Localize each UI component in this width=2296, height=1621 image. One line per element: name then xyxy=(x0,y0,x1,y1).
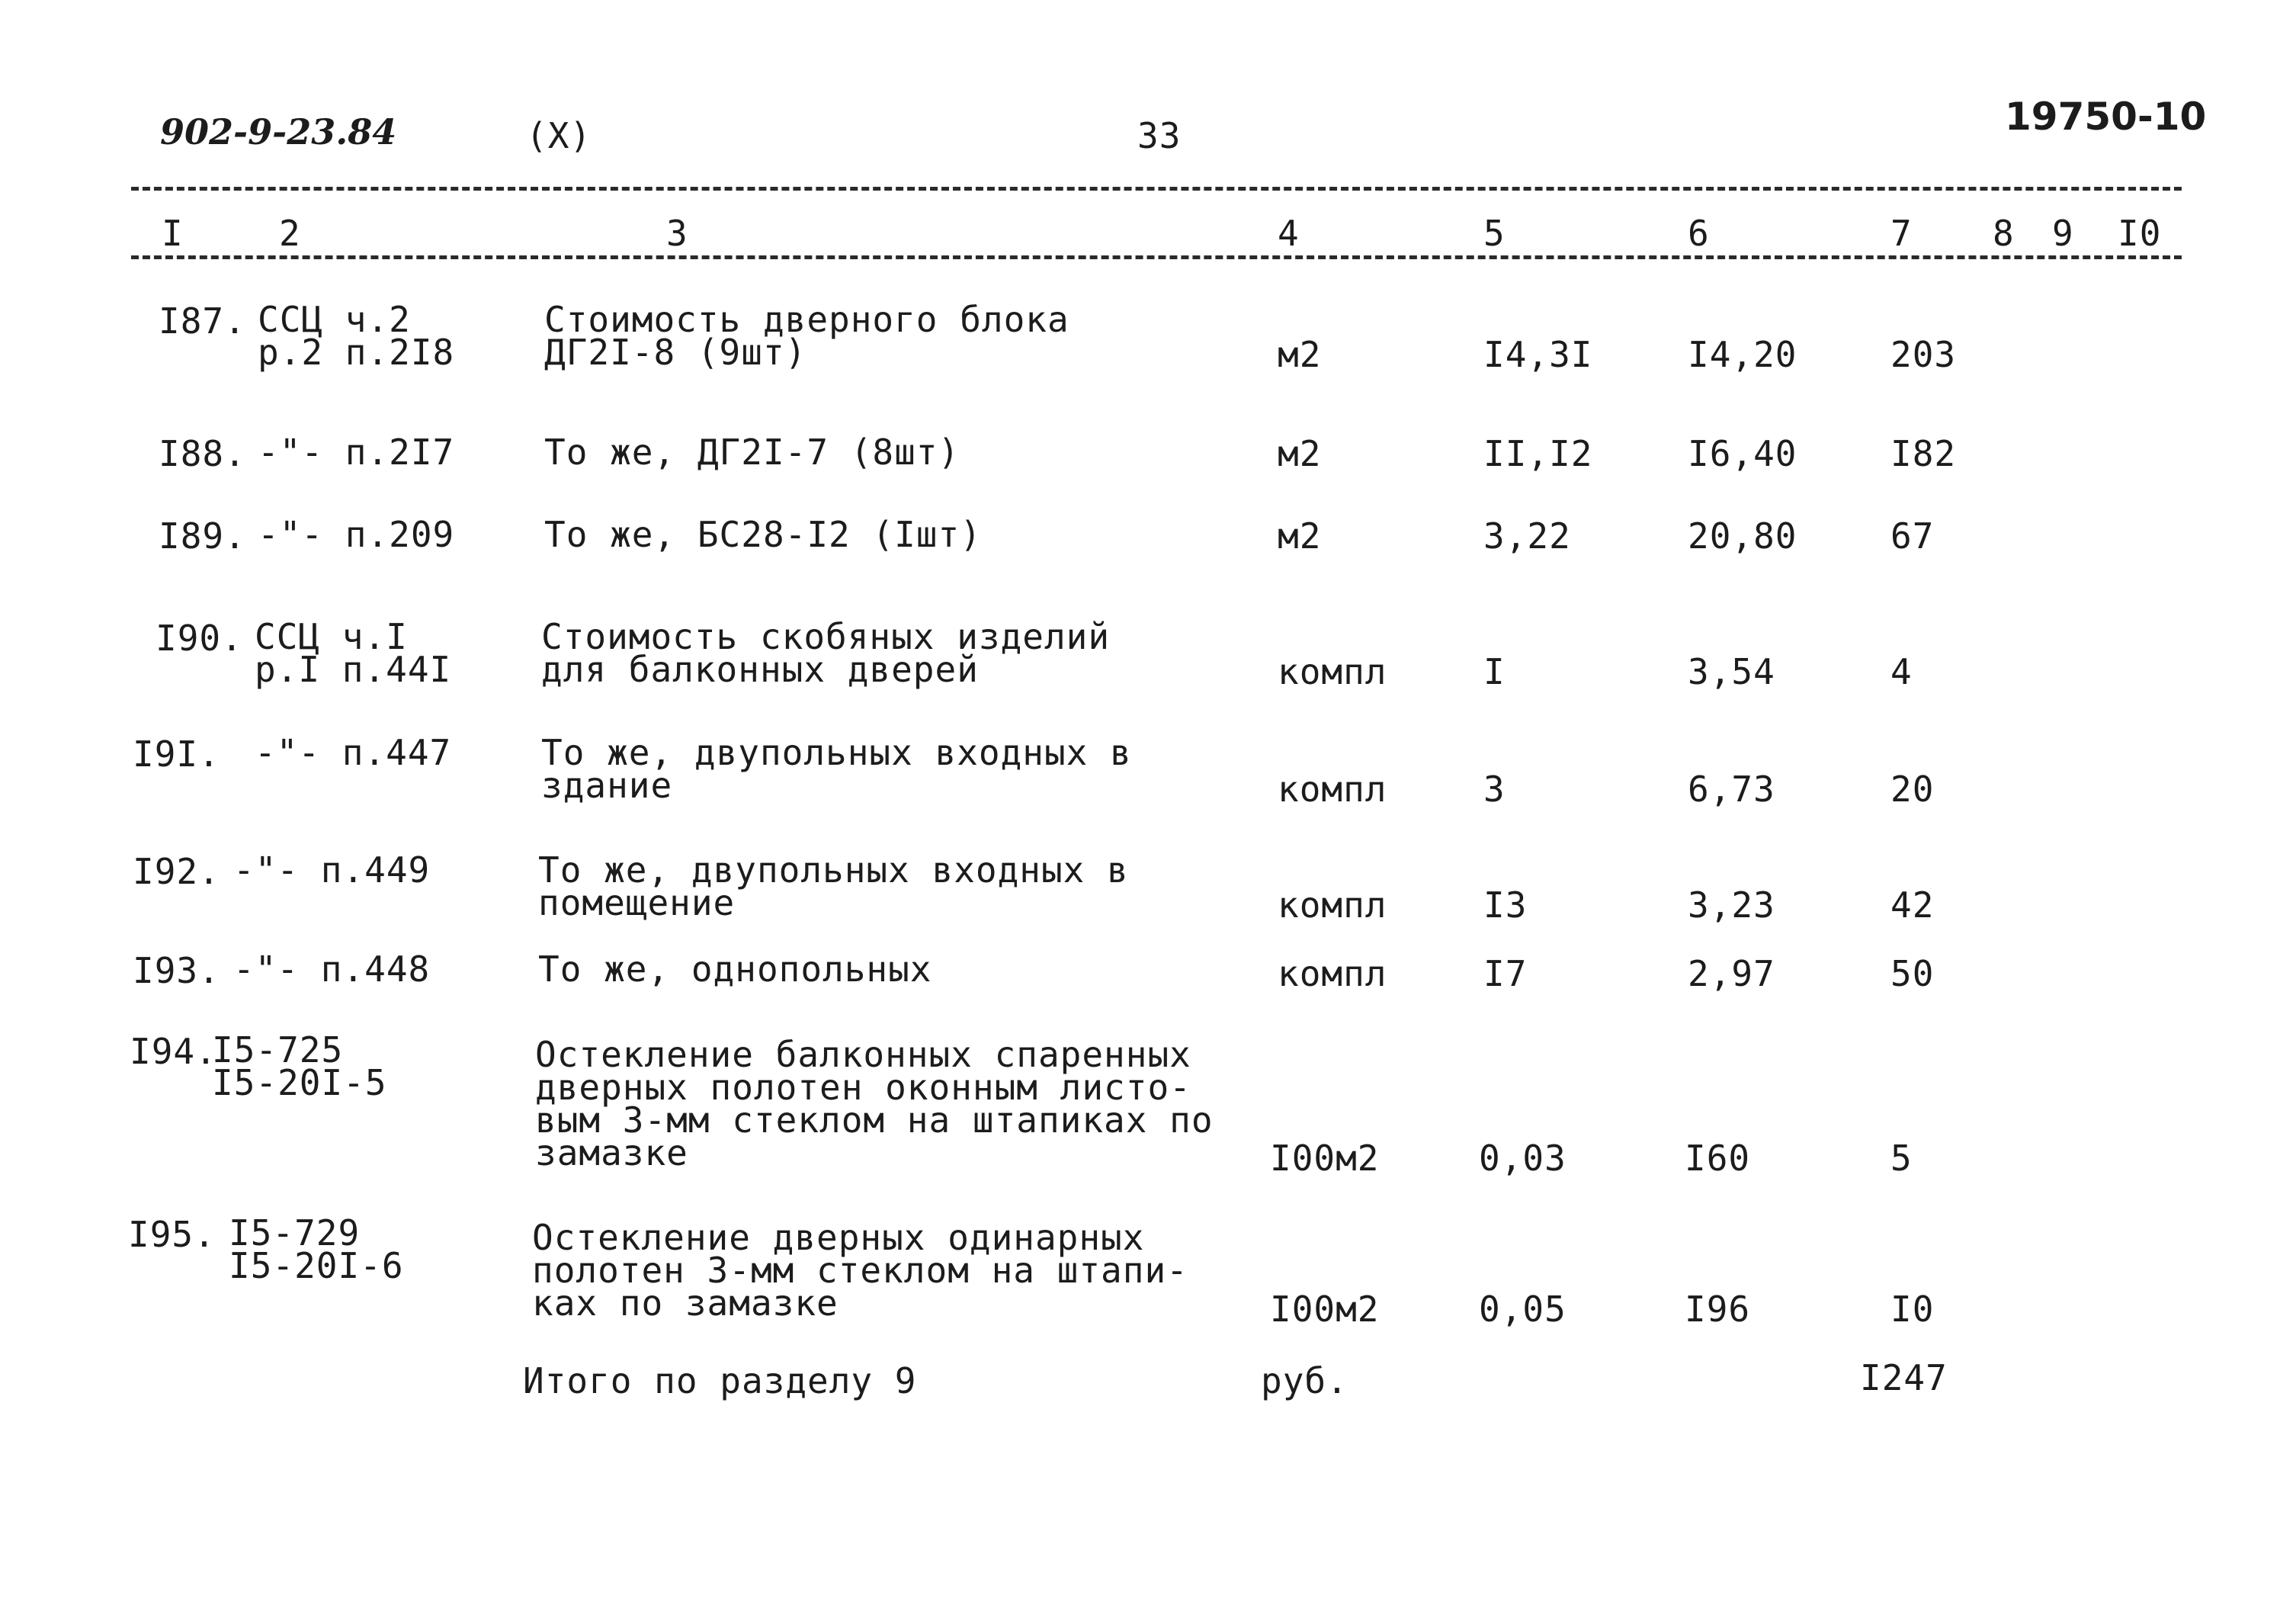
row-reference: ССЦ ч.2 р.2 п.2I8 xyxy=(258,299,455,373)
row-unit: I00м2 xyxy=(1270,1289,1380,1330)
row-quantity: I7 xyxy=(1483,953,1528,994)
row-description: То же, двупольных входных в помещение xyxy=(538,849,1129,923)
total-unit: руб. xyxy=(1261,1360,1348,1401)
column-header: 5 xyxy=(1483,213,1506,254)
row-quantity: II,I2 xyxy=(1483,433,1593,474)
sheet-number: 19750-10 xyxy=(2005,95,2207,139)
row-total: 203 xyxy=(1890,334,1957,375)
row-description: Стоимость дверного блока ДГ2I-8 (9шт) xyxy=(544,299,1069,373)
header-rule-bottom xyxy=(131,255,2182,259)
row-total: 4 xyxy=(1890,651,1913,692)
total-label: Итого по разделу 9 xyxy=(523,1360,917,1401)
row-unit: м2 xyxy=(1278,433,1322,474)
row-quantity: 0,03 xyxy=(1479,1138,1566,1179)
row-reference: ССЦ ч.I р.I п.44I xyxy=(255,616,452,690)
row-reference: I5-729 I5-20I-6 xyxy=(229,1212,404,1286)
column-header: 6 xyxy=(1688,213,1710,254)
row-reference: -"- п.209 xyxy=(258,514,455,555)
row-quantity: I3 xyxy=(1483,884,1528,926)
row-number: I95. xyxy=(128,1214,216,1255)
row-quantity: 3,22 xyxy=(1483,515,1571,557)
row-total: I0 xyxy=(1890,1289,1935,1330)
row-description: То же, двупольных входных в здание xyxy=(541,732,1132,806)
row-number: I94. xyxy=(130,1031,217,1072)
column-header: I xyxy=(162,213,184,254)
row-total: 67 xyxy=(1890,515,1935,557)
column-header: 7 xyxy=(1890,213,1913,254)
section-mark: (X) xyxy=(526,115,592,156)
row-unit-price: 3,54 xyxy=(1688,651,1775,692)
row-reference: -"- п.448 xyxy=(233,949,431,990)
row-quantity: 0,05 xyxy=(1479,1289,1566,1330)
row-unit-price: 6,73 xyxy=(1688,769,1775,810)
row-unit: компл xyxy=(1278,651,1387,692)
row-unit: компл xyxy=(1278,953,1387,994)
row-unit: м2 xyxy=(1278,515,1322,557)
row-unit: компл xyxy=(1278,884,1387,926)
column-header: 4 xyxy=(1278,213,1300,254)
row-unit-price: I60 xyxy=(1685,1138,1751,1179)
row-quantity: 3 xyxy=(1483,769,1506,810)
row-number: I92. xyxy=(133,851,220,892)
row-unit: I00м2 xyxy=(1270,1138,1380,1179)
header-rule-top xyxy=(131,187,2182,191)
row-total: 20 xyxy=(1890,769,1935,810)
page-number: 33 xyxy=(1137,115,1182,156)
row-number: I87. xyxy=(159,300,246,342)
row-number: I89. xyxy=(159,515,246,557)
row-unit-price: 20,80 xyxy=(1688,515,1797,557)
row-reference: -"- п.2I7 xyxy=(258,432,455,473)
row-description: Остекление балконных спаренных дверных полотен оконным листо- вым 3-мм стеклом на штапиках по замазке xyxy=(535,1034,1214,1173)
row-unit-price: 2,97 xyxy=(1688,953,1775,994)
column-header: 3 xyxy=(666,213,688,254)
row-unit: м2 xyxy=(1278,334,1322,375)
row-total: 42 xyxy=(1890,884,1935,926)
row-number: I88. xyxy=(159,433,246,474)
row-description: Остекление дверных одинарных полотен 3-мм стеклом на штапи- ках по замазке xyxy=(532,1217,1188,1324)
row-unit-price: I4,20 xyxy=(1688,334,1797,375)
row-unit-price: 3,23 xyxy=(1688,884,1775,926)
column-header: 9 xyxy=(2052,213,2074,254)
row-description: То же, ДГ2I-7 (8шт) xyxy=(544,432,960,473)
row-total: I82 xyxy=(1890,433,1957,474)
row-description: То же, БС28-I2 (Iшт) xyxy=(544,514,982,555)
row-total: 5 xyxy=(1890,1138,1913,1179)
row-unit: компл xyxy=(1278,769,1387,810)
column-header: 8 xyxy=(1993,213,2015,254)
row-quantity: I4,3I xyxy=(1483,334,1593,375)
column-header: 2 xyxy=(279,213,301,254)
total-value: I247 xyxy=(1860,1357,1948,1398)
row-number: I93. xyxy=(133,950,220,991)
row-reference: -"- п.449 xyxy=(233,849,431,891)
row-unit-price: I96 xyxy=(1685,1289,1751,1330)
column-header: I0 xyxy=(2118,213,2162,254)
row-reference: -"- п.447 xyxy=(255,732,452,773)
row-quantity: I xyxy=(1483,651,1506,692)
row-unit-price: I6,40 xyxy=(1688,433,1797,474)
row-number: I9I. xyxy=(133,733,220,775)
document-code: 902-9-23.84 xyxy=(160,111,397,152)
row-reference: I5-725 I5-20I-5 xyxy=(212,1029,387,1103)
row-total: 50 xyxy=(1890,953,1935,994)
row-description: То же, однопольных xyxy=(538,949,932,990)
row-number: I90. xyxy=(156,618,243,659)
row-description: Стоимость скобяных изделий для балконных дверей xyxy=(541,616,1111,690)
